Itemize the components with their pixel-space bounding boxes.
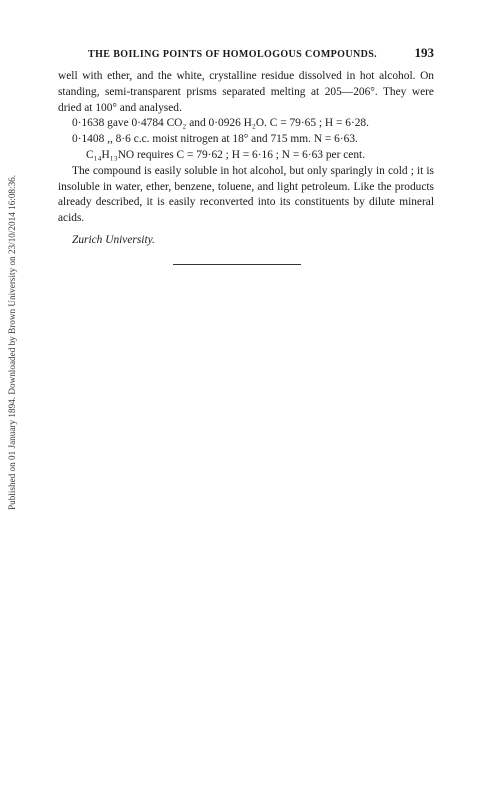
page-number: 193 (414, 45, 434, 60)
paragraph-continuation: well with ether, and the white, crystalline residue dissolved in hot alcohol. On standing, semi-transparent prisms separated melting at 205—206°. They were dried at 100° and analysed. (58, 70, 434, 114)
end-rule-divider (173, 264, 301, 265)
download-stamp: Published on 01 January 1894. Downloaded by Brown University on 23/10/2014 16:08:36. (7, 174, 17, 510)
analysis-line-carbon-hydrogen: 0·1638 gave 0·4784 CO₂ and 0·0926 H₂O. C = 79·65 ; H = 6·28. (72, 117, 369, 130)
analysis-line-nitrogen: 0·1408 ,, 8·6 c.c. moist nitrogen at 18° and 715 mm. N = 6·63. (72, 133, 358, 146)
running-header (88, 45, 434, 61)
body-text (58, 69, 434, 249)
paragraph-solubility: The compound is easily soluble in hot alcohol, but only sparingly in cold ; it is insoluble in water, ether, benzene, toluene, and light petroleum. Like the products already described, it is easily reconverted into its constituents by dilute mineral acids. (58, 164, 434, 225)
running-title: THE BOILING POINTS OF HOMOLOGOUS COMPOUNDS. (88, 49, 378, 60)
formula-requires-line: C₁₄H₁₃NO requires C = 79·62 ; H = 6·16 ; N = 6·63 per cent. (86, 148, 366, 161)
affiliation-signoff: Zurich University. (72, 233, 155, 246)
